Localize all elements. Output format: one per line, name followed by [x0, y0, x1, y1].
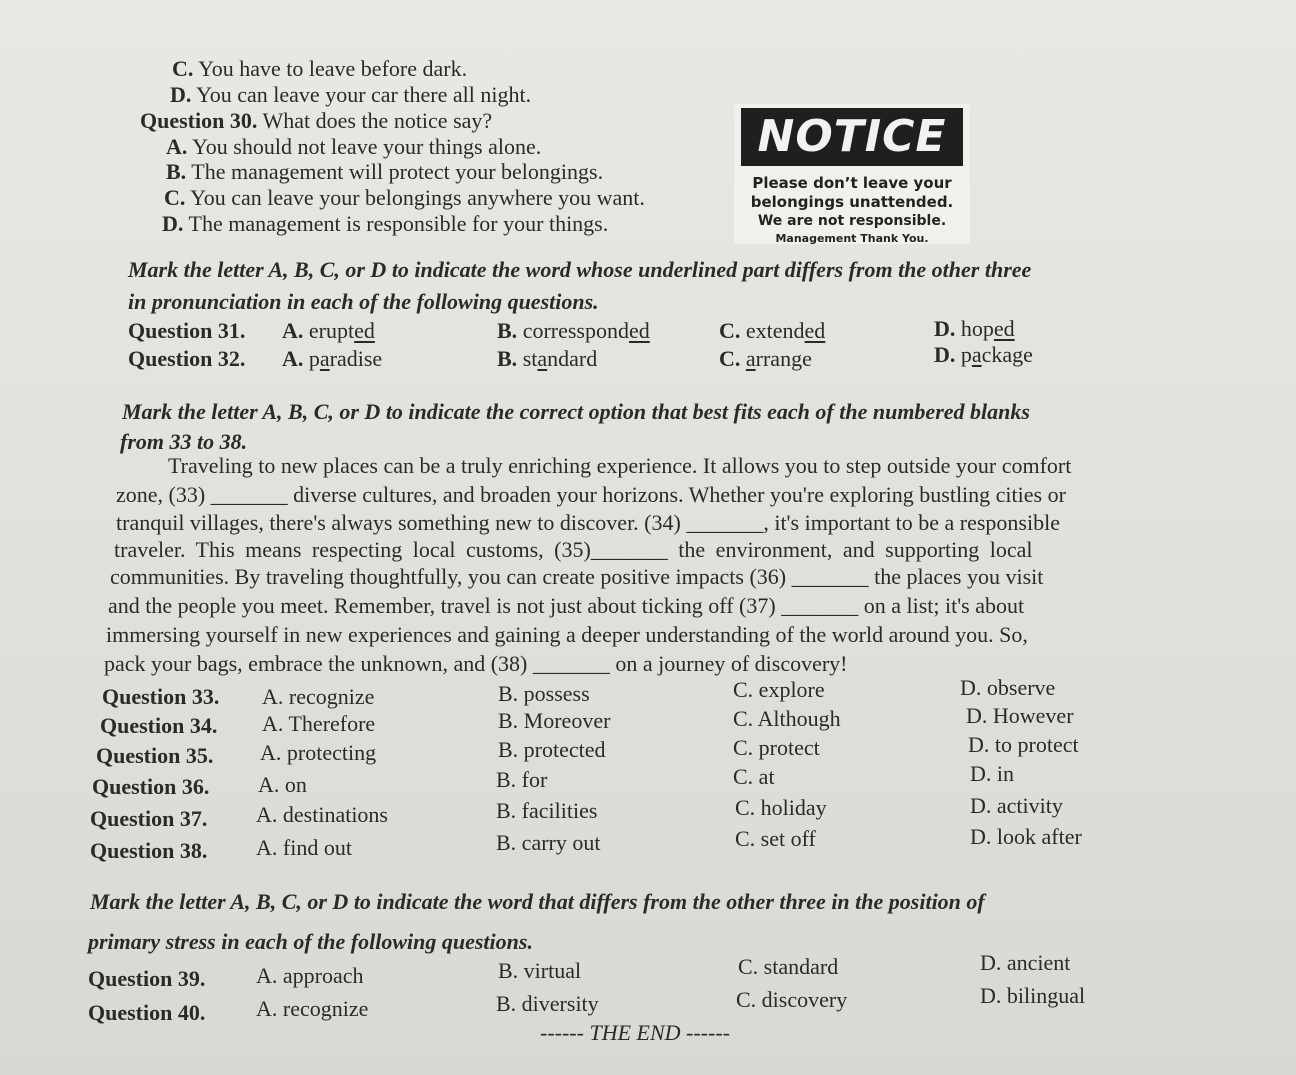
notice-line-4: Management Thank You. [775, 232, 929, 245]
q32-option-d[interactable]: D. package [934, 342, 1033, 367]
q31-option-b[interactable]: B. corressponded [497, 318, 650, 343]
q38-label: Question 38. [90, 838, 208, 863]
q34-option-c[interactable]: C. Although [733, 706, 841, 731]
q37-option-d[interactable]: D. activity [970, 793, 1063, 818]
q30-stem: Question 30. What does the notice say? [140, 108, 493, 133]
stress-instruction-2: primary stress in each of the following questions. [88, 929, 533, 954]
passage-line: zone, (33) _______ diverse cultures, and broaden your horizons. Whether you're exploring bustling cities or [116, 482, 1066, 507]
q38-option-b[interactable]: B. carry out [496, 830, 601, 855]
pronunciation-instruction-2: in pronunciation in each of the following questions. [128, 289, 599, 314]
pronunciation-instruction-1: Mark the letter A, B, C, or D to indicate the word whose underlined part differs from the other three [128, 257, 1032, 282]
q36-option-b[interactable]: B. for [496, 767, 548, 792]
notice-sign [734, 104, 970, 244]
q39-option-d[interactable]: D. ancient [980, 950, 1071, 975]
cloze-instruction-1: Mark the letter A, B, C, or D to indicate the correct option that best fits each of the numbered blanks [122, 399, 1030, 424]
q37-option-b[interactable]: B. facilities [496, 798, 598, 823]
q35-option-a[interactable]: A. protecting [260, 740, 377, 765]
q37-label: Question 37. [90, 806, 208, 831]
notice-line-2: belongings unattended. [750, 193, 954, 211]
cloze-instruction-2: from 33 to 38. [120, 429, 248, 454]
q36-label: Question 36. [92, 774, 210, 799]
q31-option-c[interactable]: C. extended [719, 318, 826, 343]
q33-option-b[interactable]: B. possess [498, 681, 590, 706]
q30-option-c[interactable]: C. You can leave your belongings anywhere you want. [164, 185, 645, 210]
q33-option-d[interactable]: D. observe [960, 675, 1056, 700]
q40-option-a[interactable]: A. recognize [256, 996, 369, 1021]
passage-line: pack your bags, embrace the unknown, and (38) _______ on a journey of discovery! [104, 651, 848, 676]
q31-option-a[interactable]: A. erupted [282, 318, 375, 343]
passage-line: tranquil villages, there's always something new to discover. (34) _______, it's important to be a responsible [116, 510, 1060, 535]
q40-option-b[interactable]: B. diversity [496, 991, 599, 1016]
q30-option-d[interactable]: D. The management is responsible for your things. [162, 211, 609, 236]
the-end-marker: ------ THE END ------ [540, 1020, 730, 1045]
q38-option-a[interactable]: A. find out [256, 835, 352, 860]
q40-option-d[interactable]: D. bilingual [980, 983, 1086, 1008]
q36-option-a[interactable]: A. on [258, 772, 307, 797]
q34-option-d[interactable]: D. However [966, 703, 1074, 728]
q32-option-b[interactable]: B. standard [497, 346, 598, 371]
q33-label: Question 33. [102, 684, 220, 709]
q31-option-d[interactable]: D. hoped [934, 316, 1015, 341]
q35-option-d[interactable]: D. to protect [968, 732, 1079, 757]
q34-option-b[interactable]: B. Moreover [498, 708, 611, 733]
q40-label: Question 40. [88, 1000, 206, 1025]
q30-option-b[interactable]: B. The management will protect your belongings. [166, 159, 604, 184]
q36-option-d[interactable]: D. in [970, 761, 1014, 786]
q32-option-c[interactable]: C. arrange [719, 346, 812, 371]
q35-label: Question 35. [96, 743, 214, 768]
passage-line: immersing yourself in new experiences and gaining a deeper understanding of the world around you. So, [106, 622, 1028, 647]
q29-option-d[interactable]: D. You can leave your car there all night. [170, 82, 532, 107]
q37-option-c[interactable]: C. holiday [735, 795, 827, 820]
passage-line: Traveling to new places can be a truly enriching experience. It allows you to step outside your comfort [168, 453, 1072, 478]
notice-line-3: We are not responsible. [757, 213, 947, 229]
notice-heading: NOTICE [741, 108, 963, 166]
q39-option-c[interactable]: C. standard [738, 954, 839, 979]
q35-option-c[interactable]: C. protect [733, 735, 820, 760]
q38-option-c[interactable]: C. set off [735, 826, 816, 851]
q38-option-d[interactable]: D. look after [970, 824, 1082, 849]
passage-line: communities. By traveling thoughtfully, you can create positive impacts (36) _______ the places you visit [110, 564, 1044, 589]
q37-option-a[interactable]: A. destinations [256, 802, 388, 827]
q30-label: Question 30. [140, 108, 258, 133]
q35-option-b[interactable]: B. protected [498, 737, 606, 762]
notice-line-1: Please don’t leave your [752, 174, 952, 192]
q33-option-c[interactable]: C. explore [733, 677, 825, 702]
passage-line: and the people you meet. Remember, travel is not just about ticking off (37) _______ on a list; it's about [108, 593, 1025, 618]
q33-option-a[interactable]: A. recognize [262, 684, 375, 709]
passage-line: traveler. This means respecting local customs, (35)_______ the environment, and supporting local [114, 537, 1033, 562]
q32-label: Question 32. [128, 346, 246, 371]
q31-label: Question 31. [128, 318, 246, 343]
q36-option-c[interactable]: C. at [733, 764, 775, 789]
q34-option-a[interactable]: A. Therefore [262, 711, 376, 736]
q40-option-c[interactable]: C. discovery [736, 987, 848, 1012]
q29-option-c[interactable]: C. You have to leave before dark. [172, 56, 468, 81]
q34-label: Question 34. [100, 713, 218, 738]
q32-option-a[interactable]: A. paradise [282, 346, 383, 371]
stress-instruction-1: Mark the letter A, B, C, or D to indicate the word that differs from the other three in the position of [90, 889, 985, 914]
q39-label: Question 39. [88, 966, 206, 991]
q30-option-a[interactable]: A. You should not leave your things alone. [166, 134, 542, 159]
q39-option-b[interactable]: B. virtual [498, 958, 582, 983]
q39-option-a[interactable]: A. approach [256, 963, 364, 988]
